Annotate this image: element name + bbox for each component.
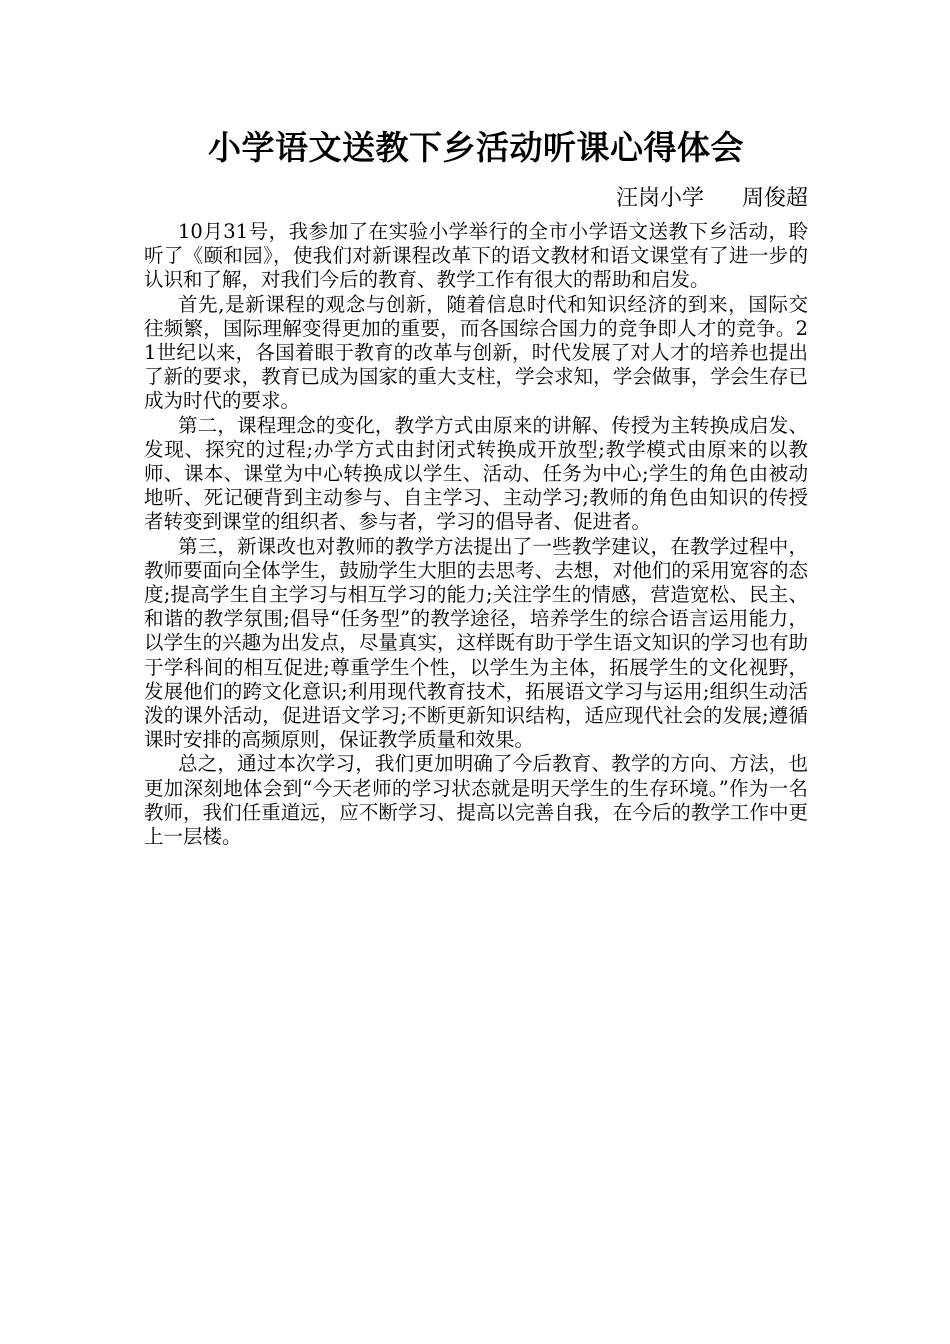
- document-body: [144, 220, 808, 849]
- document-page: [144, 120, 808, 849]
- author-name: 周俊超: [741, 186, 808, 211]
- author-line: [144, 182, 808, 216]
- author-school: 汪岗小学: [615, 186, 704, 211]
- document-title: 小学语文送教下乡活动听课心得体会: [208, 128, 744, 167]
- paragraph-third: 第三，新课改也对教师的教学方法提出了一些教学建议，在教学过程中，教师要面向全体学生，鼓励学生大胆的去思考、去想，对他们的采用宽容的态度;提高学生自主学习与相互学习的能力;关注学生的情感，营造宽松、民主、和谐的教学氛围;倡导“任务型”的教学途径，培养学生的综合语言运用能力，以学生的兴趣为出发点，尽量真实，这样既有助于学生语文知识的学习也有助于学科间的相互促进;尊重学生个性，以学生为主体，拓展学生的文化视野，发展他们的跨文化意识;利用现代教育技术，拓展语文学习与运用;组织生动活泼的课外活动，促进语文学习;不断更新知识结构，适应现代社会的发展;遵循课时安排的高频原则，保证教学质量和效果。: [144, 534, 808, 752]
- paragraph-intro: 10月31号，我参加了在实验小学举行的全市小学语文送教下乡活动，聆听了《颐和园》，使我们对新课程改革下的语文教材和语文课堂有了进一步的认识和了解，对我们今后的教育、教学工作有很大的帮助和启发。: [144, 220, 808, 292]
- paragraph-conclusion: 总之，通过本次学习，我们更加明确了今后教育、教学的方向、方法，也更加深刻地体会到“今天老师的学习状态就是明天学生的生存环境。”作为一名教师，我们任重道远，应不断学习、提高以完善自我，在今后的教学工作中更上一层楼。: [144, 752, 808, 849]
- paragraph-second: 第二，课程理念的变化，教学方式由原来的讲解、传授为主转换成启发、发现、探究的过程;办学方式由封闭式转换成开放型;教学模式由原来的以教师、课本、课堂为中心转换成以学生、活动、任务为中心;学生的角色由被动地听、死记硬背到主动参与、自主学习、主动学习;教师的角色由知识的传授者转变到课堂的组织者、参与者，学习的倡导者、促进者。: [144, 413, 808, 534]
- paragraph-first: 首先,是新课程的观念与创新，随着信息时代和知识经济的到来，国际交往频繁，国际理解变得更加的重要，而各国综合国力的竞争即人才的竞争。21世纪以来，各国着眼于教育的改革与创新，时代发展了对人才的培养也提出了新的要求，教育已成为国家的重大支柱，学会求知，学会做事，学会生存已成为时代的要求。: [144, 292, 808, 413]
